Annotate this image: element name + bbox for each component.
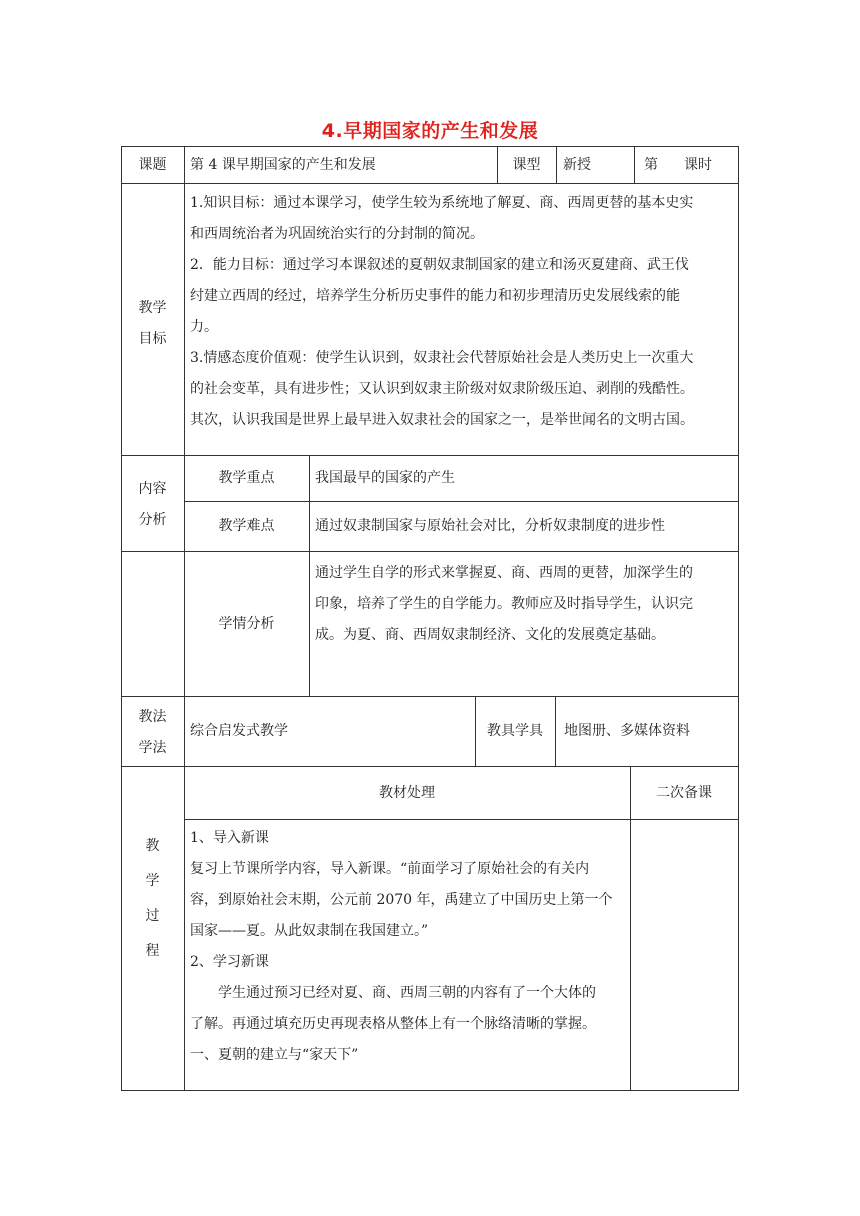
material-header: 教材处理 — [379, 785, 435, 801]
difficulty-value: 通过奴隶制国家与原始社会对比，分析奴隶制度的进步性 — [315, 518, 665, 534]
lesson-type-value: 新授 — [563, 157, 591, 173]
methods-value: 综合启发式教学 — [190, 723, 288, 739]
period-suffix: 课时 — [684, 157, 712, 173]
objectives-text: 1.知识目标：通过本课学习，使学生较为系统地了解夏、商、西周更替的基本史实 和西周统治者为巩固统治实行的分封制的简况。 2．能力目标：通过学习本课叙述的夏朝奴隶制国家的建立和汤灭夏建商、武王伐 纣建立西周的经过，培养学生分析历史事件的能力和初步理清历史发展线索的能 力。 3.情感态度价值观：使学生认识到，奴隶社会代替原始社会是人类历史上一次重大 的社会变革，具有进步性；又认识到奴隶主阶级对奴隶阶级压迫、剥削的残酷性。 其次，认识我国是世界上最早进入奴隶社会的国家之一，是举世闻名的文明古国。 — [190, 195, 694, 428]
process-text: 1、导入新课 复习上节课所学内容，导入新课。“前面学习了原始社会的有关内 容，到原始社会末期，公元前 2070 年，禹建立了中国历史上第一个 国家——夏。从此奴隶制在我国建立。” 2、学习新课 学生通过预习已经对夏、商、西周三朝的内容有了一个大体的 了解。再通过填充历史再现表格从整体上有一个脉络清晰的掌握。 一、夏朝的建立与“家天下” — [190, 830, 613, 1063]
second-prep-header: 二次备课 — [656, 785, 712, 801]
process-label: 教 学 过 程 — [145, 838, 160, 959]
tools-label: 教具学具 — [487, 723, 543, 739]
student-analysis-text: 通过学生自学的形式来掌握夏、商、西周的更替，加深学生的 印象，培养了学生的自学能力。教师应及时指导学生，认识完 成。为夏、商、西周奴隶制经济、文化的发展奠定基础。 — [315, 565, 693, 643]
topic-value: 第 4 课早期国家的产生和发展 — [190, 157, 376, 173]
tools-value: 地图册、多媒体资料 — [564, 723, 690, 739]
objectives-label: 教学 目标 — [138, 300, 167, 347]
key-point-value: 我国最早的国家的产生 — [315, 470, 455, 486]
page-title: 4.早期国家的产生和发展 — [321, 120, 539, 142]
key-point-label: 教学重点 — [218, 470, 275, 486]
content-analysis-label: 内容 分析 — [138, 481, 167, 528]
methods-label: 教法 学法 — [138, 709, 167, 756]
student-analysis-label: 学情分析 — [218, 616, 275, 632]
difficulty-label: 教学难点 — [218, 518, 275, 534]
period-prefix: 第 — [644, 157, 658, 173]
lesson-type-label: 课型 — [512, 157, 541, 173]
topic-label: 课题 — [138, 157, 167, 173]
